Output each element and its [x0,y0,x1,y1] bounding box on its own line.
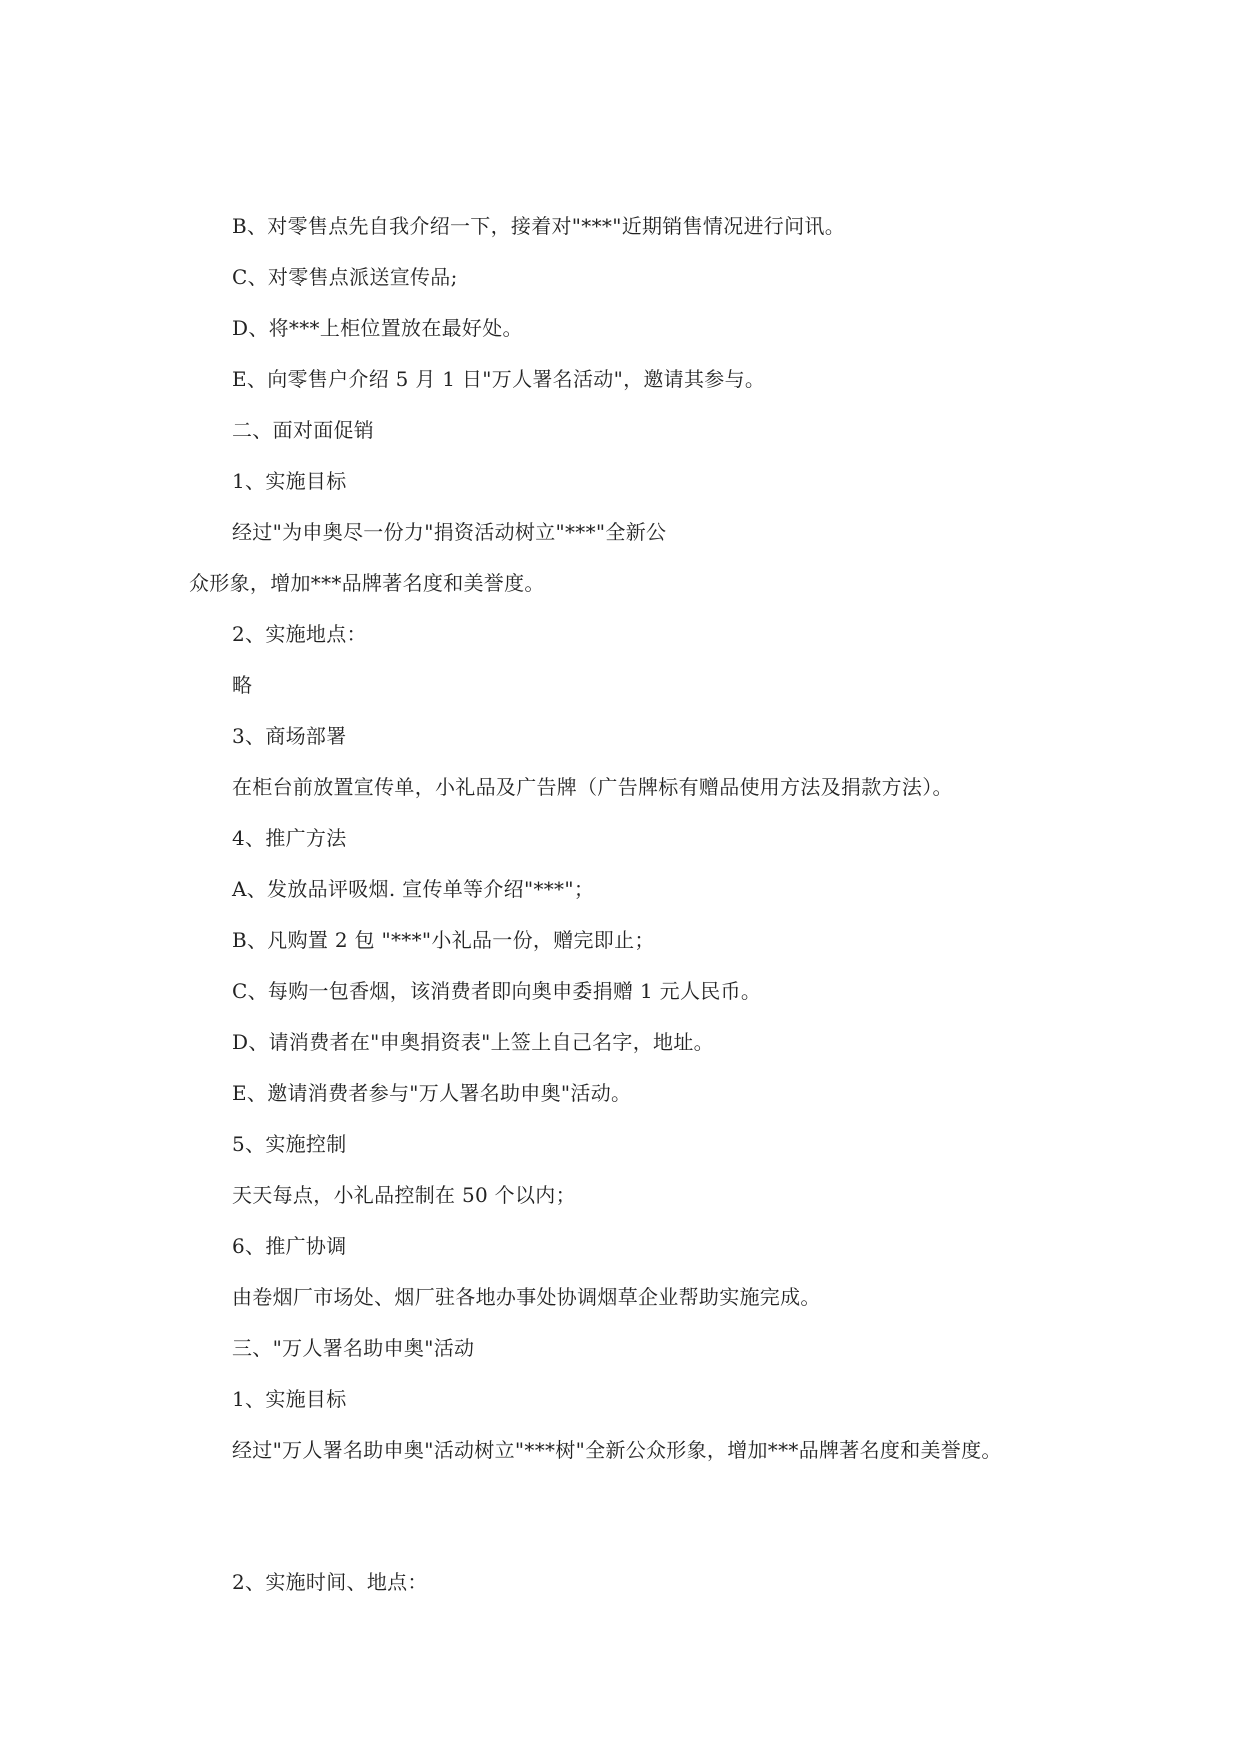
subheading-time-location: 2、实施时间、地点： [232,1570,428,1594]
subheading-goal-2: 1、实施目标 [232,1387,347,1411]
subheading-location: 2、实施地点： [232,622,367,646]
section-heading-face-to-face: 二、面对面促销 [232,418,375,442]
paragraph-goal-part2: 众形象，增加***品牌著名度和美誉度。 [189,571,545,595]
subheading-store-setup: 3、商场部署 [232,724,347,748]
paragraph-goal-part1: 经过"为申奥尽一份力"捐资活动树立"***"全新公 [232,520,667,544]
text-line-e-invite: E、向零售户介绍 5 月 1 日"万人署名活动"，邀请其参与。 [232,367,766,391]
subheading-promotion-method: 4、推广方法 [232,826,347,850]
list-item-c: C、每购一包香烟，该消费者即向奥申委捐赠 1 元人民币。 [232,979,762,1003]
paragraph-goal-2: 经过"万人署名助申奥"活动树立"***树"全新公众形象，增加***品牌著名度和美誉度。 [232,1438,1002,1462]
section-heading-signature-campaign: 三、"万人署名助申奥"活动 [232,1336,475,1360]
list-item-e: E、邀请消费者参与"万人署名助申奥"活动。 [232,1081,632,1105]
paragraph-store-setup: 在柜台前放置宣传单，小礼品及广告牌（广告牌标有赠品使用方法及捐款方法）。 [232,775,953,799]
text-line-d-placement: D、将***上柜位置放在最好处。 [232,316,523,340]
paragraph-coordination: 由卷烟厂市场处、烟厂驻各地办事处协调烟草企业帮助实施完成。 [232,1285,821,1309]
subheading-goal: 1、实施目标 [232,469,347,493]
paragraph-control: 天天每点，小礼品控制在 50 个以内； [232,1183,576,1207]
text-line-b-introduce: B、对零售点先自我介绍一下，接着对"***"近期销售情况进行问讯。 [232,214,845,238]
list-item-b: B、凡购置 2 包 "***"小礼品一份，赠完即止； [232,928,655,952]
text-line-c-distribute: C、对零售点派送宣传品; [232,265,458,289]
subheading-coordination: 6、推广协调 [232,1234,347,1258]
list-item-a: A、发放品评吸烟. 宣传单等介绍"***"； [232,877,595,901]
paragraph-location: 略 [232,673,253,697]
subheading-control: 5、实施控制 [232,1132,347,1156]
list-item-d: D、请消费者在"申奥捐资表"上签上自己名字，地址。 [232,1030,714,1054]
